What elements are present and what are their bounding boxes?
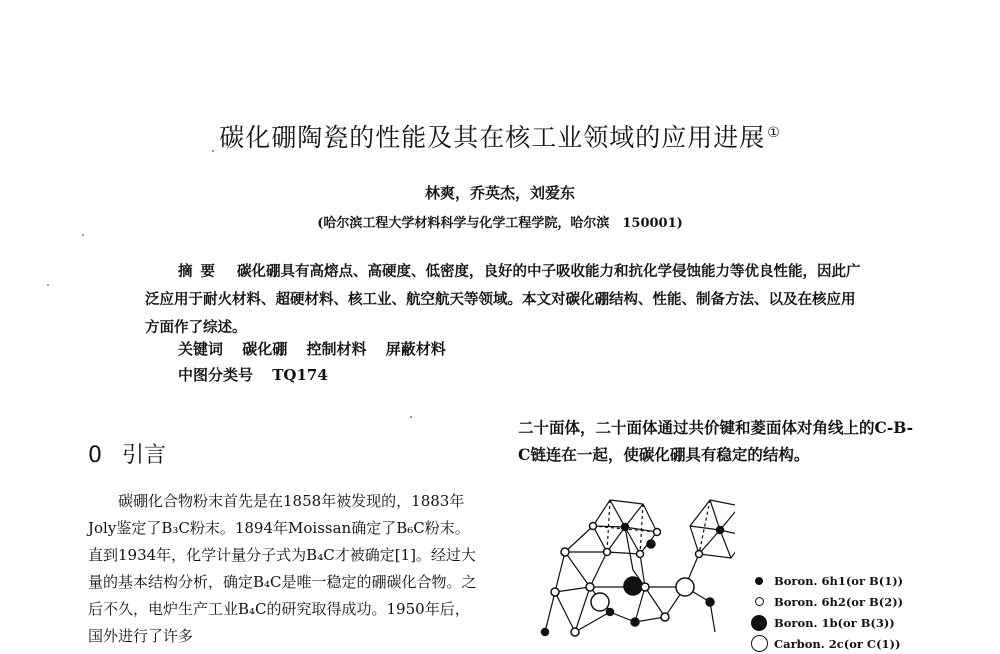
legend-item <box>748 570 903 591</box>
legend-label: Boron. 6h1(or B(1)) <box>774 573 904 588</box>
legend-item <box>748 633 903 654</box>
crystal-structure-figure <box>535 492 735 639</box>
paper-title-text: 碳化硼陶瓷的性能及其在核工业领域的应用进展 <box>219 123 766 152</box>
keyword-item: 屏蔽材料 <box>385 340 446 358</box>
figure-legend <box>748 570 903 654</box>
scan-speck <box>47 284 49 286</box>
keywords <box>178 338 460 359</box>
scan-speck <box>212 150 214 152</box>
affiliation: (哈尔滨工程大学材料科学与化学工程学院，哈尔滨 150001) <box>317 216 683 231</box>
abstract-label: 摘要 <box>178 264 223 280</box>
left-column <box>88 488 483 650</box>
scan-speck <box>82 234 84 236</box>
classification <box>178 364 328 385</box>
abstract <box>145 258 865 342</box>
keyword-item: 碳化硼 <box>242 340 288 358</box>
right-column <box>518 414 918 468</box>
large-filled-circle-icon <box>751 615 767 631</box>
section-heading <box>88 438 166 469</box>
keywords-label: 关键词 <box>178 340 224 358</box>
legend-label: Carbon. 2c(or C(1)) <box>774 636 901 651</box>
legend-label: Boron. 1b(or B(3)) <box>774 615 895 630</box>
title-footnote-mark: ① <box>767 124 781 141</box>
small-open-circle-icon <box>755 597 764 606</box>
classification-label: 中图分类号 <box>178 366 254 384</box>
classification-code: TQ174 <box>272 366 328 384</box>
section-title: 引言 <box>122 443 167 468</box>
keyword-item: 控制材料 <box>306 340 367 358</box>
large-open-circle-icon <box>751 635 768 652</box>
legend-label: Boron. 6h2(or B(2)) <box>774 594 904 609</box>
section-number: 0 <box>88 443 102 468</box>
authors: 林爽，乔英杰，刘爱东 <box>424 184 575 202</box>
small-filled-circle-icon <box>755 577 763 585</box>
legend-item <box>748 591 903 612</box>
icosahedron-right <box>690 500 735 558</box>
body-paragraph: 二十面体，二十面体通过共价键和菱面体对角线上的C-B-C链连在一起，使碳化硼具有稳定的结构。 <box>518 418 914 464</box>
abstract-text: 碳化硼具有高熔点、高硬度、低密度，良好的中子吸收能力和抗化学侵蚀能力等优良性能，因此广泛应用于耐火材料、超硬材料、核工业、航空航天等领域。本文对碳化硼结构、性能、制备方法、以及在核应用方面作了综述。 <box>145 263 861 336</box>
scan-speck <box>410 416 412 418</box>
body-paragraph: 碳硼化合物粉末首先是在1858年被发现的，1883年Joly鉴定了B₃C粉末。1894年Moissan确定了B₆C粉末。直到1934年，化学计量分子式为B₄C才被确定[1]。经过大量的基本结构分析，确定B₄C是唯一稳定的硼碳化合物。之后不久，电炉生产工业B₄C的研究取得成功。1950年后，国外进行了许多 <box>88 492 477 645</box>
paper-title <box>0 118 1000 154</box>
legend-item <box>748 612 903 633</box>
